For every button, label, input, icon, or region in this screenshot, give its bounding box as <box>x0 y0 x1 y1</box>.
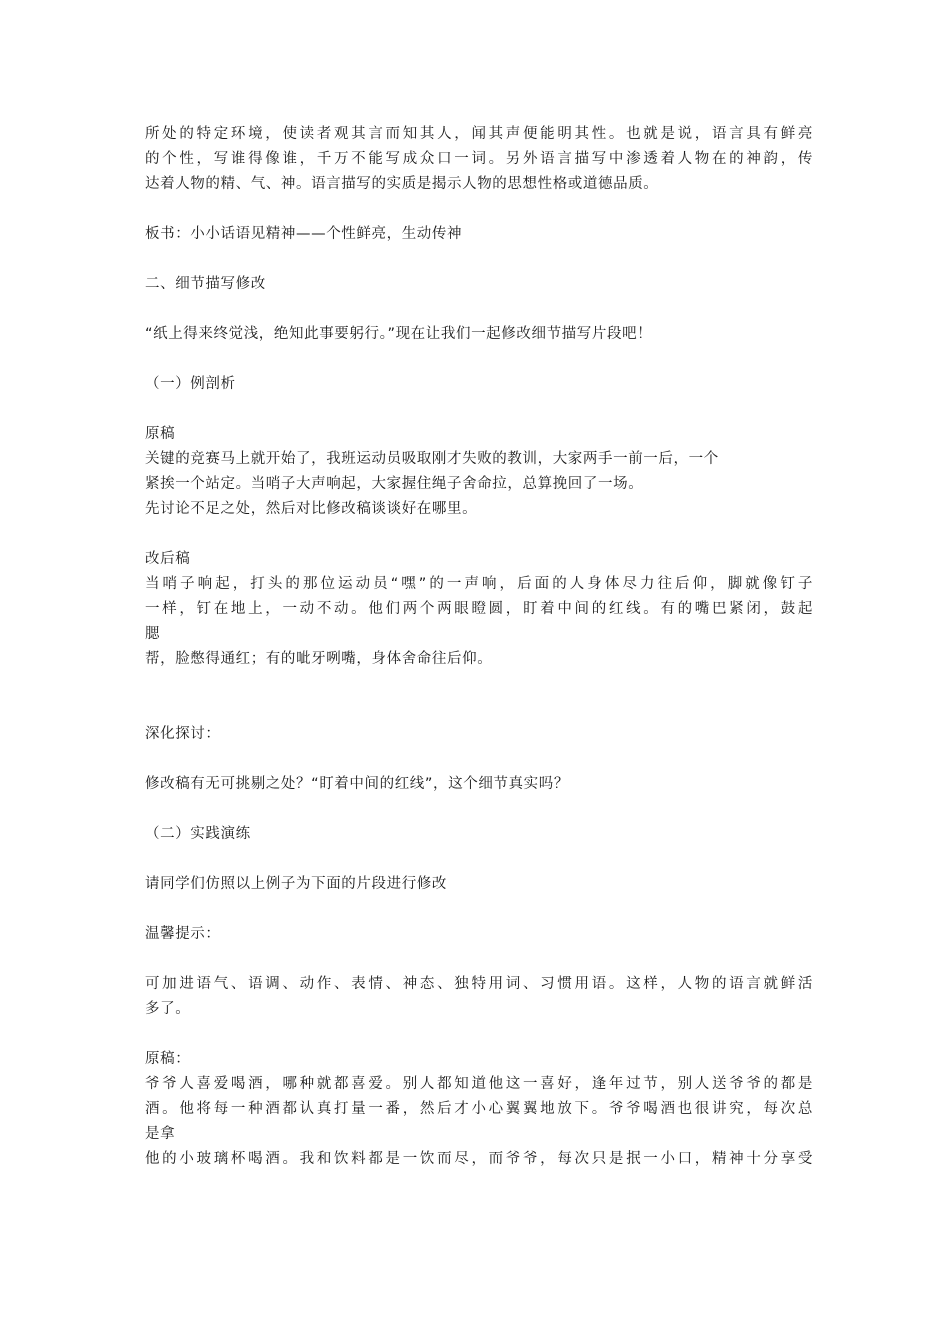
subheading-example <box>145 372 813 397</box>
text-line: （一）例剖析 <box>145 376 236 392</box>
subheading-practice <box>145 822 813 847</box>
deepen-discussion-label <box>145 722 813 747</box>
text-line: 腮 <box>145 626 161 642</box>
text-line: 深化探讨： <box>145 726 221 742</box>
text-line: 请同学们仿照以上例子为下面的片段进行修改 <box>145 876 447 892</box>
document-body <box>145 122 813 1197</box>
text-line: 修改稿有无可挑剔之处？“盯着中间的红线”，这个细节真实吗？ <box>145 776 569 792</box>
original-draft-1 <box>145 422 813 522</box>
tips-content <box>145 972 813 1022</box>
section-heading-detail <box>145 272 813 297</box>
text-line: 他的小玻璃杯喝酒。我和饮料都是一饮而尽，而爷爷，每次只是抿一小口，精神十分享受 <box>145 1151 813 1167</box>
discussion-question <box>145 772 813 797</box>
text-line: 改后稿 <box>145 551 191 567</box>
text-line: 当哨子响起，打头的那位运动员“嘿”的一声响，后面的人身体尽力往后仰，脚就像钉子 <box>145 576 813 592</box>
practice-instruction <box>145 872 813 897</box>
revised-draft <box>145 547 813 672</box>
text-line: 温馨提示： <box>145 926 221 942</box>
text-line: 先讨论不足之处，然后对比修改稿谈谈好在哪里。 <box>145 501 478 517</box>
text-line: 原稿： <box>145 1051 191 1067</box>
text-line: 可加进语气、语调、动作、表情、神态、独特用词、习惯用语。这样，人物的语言就鲜活 <box>145 976 813 992</box>
text-line: 一样，钉在地上，一动不动。他们两个两眼瞪圆，盯着中间的红线。有的嘴巴紧闭，鼓起 <box>145 601 813 617</box>
text-line: 原稿 <box>145 426 176 442</box>
text-line: 是拿 <box>145 1126 176 1142</box>
quote-intro <box>145 322 813 347</box>
text-line: 达着人物的精、气、神。语言描写的实质是揭示人物的思想性格或道德品质。 <box>145 176 659 192</box>
text-line: 多了。 <box>145 1001 191 1017</box>
text-line: 酒。他将每一种酒都认真打量一番，然后才小心翼翼地放下。爷爷喝酒也很讲究，每次总 <box>145 1101 813 1117</box>
text-line: 关键的竞赛马上就开始了，我班运动员吸取刚才失败的教训，大家两手一前一后，一个 <box>145 451 719 467</box>
text-line: 帮，脸憋得通红；有的呲牙咧嘴，身体舍命往后仰。 <box>145 651 493 667</box>
text-line: 紧挨一个站定。当哨子大声响起，大家握住绳子舍命拉，总算挽回了一场。 <box>145 476 644 492</box>
blackboard-note <box>145 222 813 247</box>
text-line: 所处的特定环境，使读者观其言而知其人，闻其声便能明其性。也就是说，语言具有鲜亮 <box>145 126 813 142</box>
tips-label <box>145 922 813 947</box>
text-line: 爷爷人喜爱喝酒，哪种就都喜爱。别人都知道他这一喜好，逢年过节，别人送爷爷的都是 <box>145 1076 813 1092</box>
text-line: （二）实践演练 <box>145 826 251 842</box>
text-line: 板书：小小话语见精神——个性鲜亮，生动传神 <box>145 226 463 242</box>
original-draft-2 <box>145 1047 813 1172</box>
paragraph-language-description <box>145 122 813 197</box>
text-line: 的个性，写谁得像谁，千万不能写成众口一词。另外语言描写中渗透着人物在的神韵，传 <box>145 151 813 167</box>
text-line: 二、细节描写修改 <box>145 276 266 292</box>
text-line: “纸上得来终觉浅，绝知此事要躬行。”现在让我们一起修改细节描写片段吧！ <box>145 326 653 342</box>
